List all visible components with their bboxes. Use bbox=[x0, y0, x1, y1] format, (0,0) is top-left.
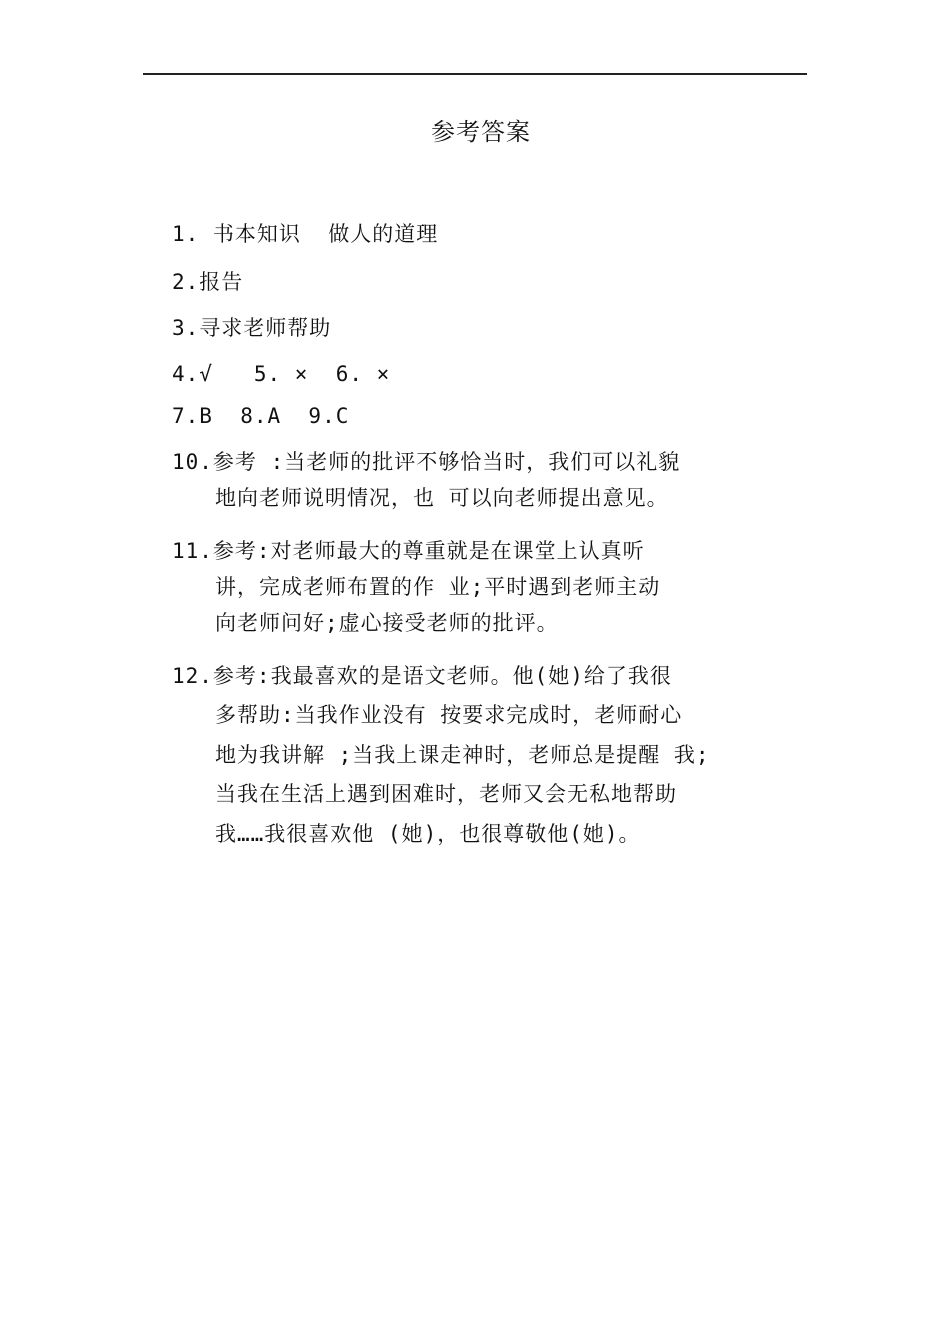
answer-11-line-3: 向老师问好;虚心接受老师的批评。 bbox=[215, 611, 559, 635]
answer-3: 3.寻求老师帮助 bbox=[172, 316, 332, 340]
answer-10-line-2: 地向老师说明情况，也 可以向老师提出意见。 bbox=[215, 486, 669, 510]
answer-12-line-2: 多帮助:当我作业没有 按要求完成时，老师耐心 bbox=[215, 703, 683, 727]
answer-12-line-4: 当我在生活上遇到困难时，老师又会无私地帮助 bbox=[215, 782, 677, 806]
answer-12-line-3: 地为我讲解 ;当我上课走神时，老师总是提醒 我; bbox=[215, 743, 710, 767]
answer-7-9: 7.B 8.A 9.C bbox=[172, 404, 350, 428]
page-title: 参考答案 bbox=[431, 118, 531, 146]
answer-10-line-1: 10.参考 :当老师的批评不够恰当时，我们可以礼貌 bbox=[172, 450, 681, 474]
answer-12-line-1: 12.参考:我最喜欢的是语文老师。他(她)给了我很 bbox=[172, 664, 672, 688]
answer-1: 1. 书本知识 做人的道理 bbox=[172, 222, 439, 246]
answer-11-line-2: 讲，完成老师布置的作 业;平时遇到老师主动 bbox=[215, 575, 661, 599]
top-rule bbox=[143, 73, 807, 75]
answer-11-line-1: 11.参考:对老师最大的尊重就是在课堂上认真听 bbox=[172, 539, 645, 563]
answer-4-6: 4.√ 5. × 6. × bbox=[172, 362, 391, 386]
answer-2: 2.报告 bbox=[172, 270, 244, 294]
answer-12-line-5: 我……我很喜欢他 (她)，也很尊敬他(她)。 bbox=[215, 822, 641, 846]
